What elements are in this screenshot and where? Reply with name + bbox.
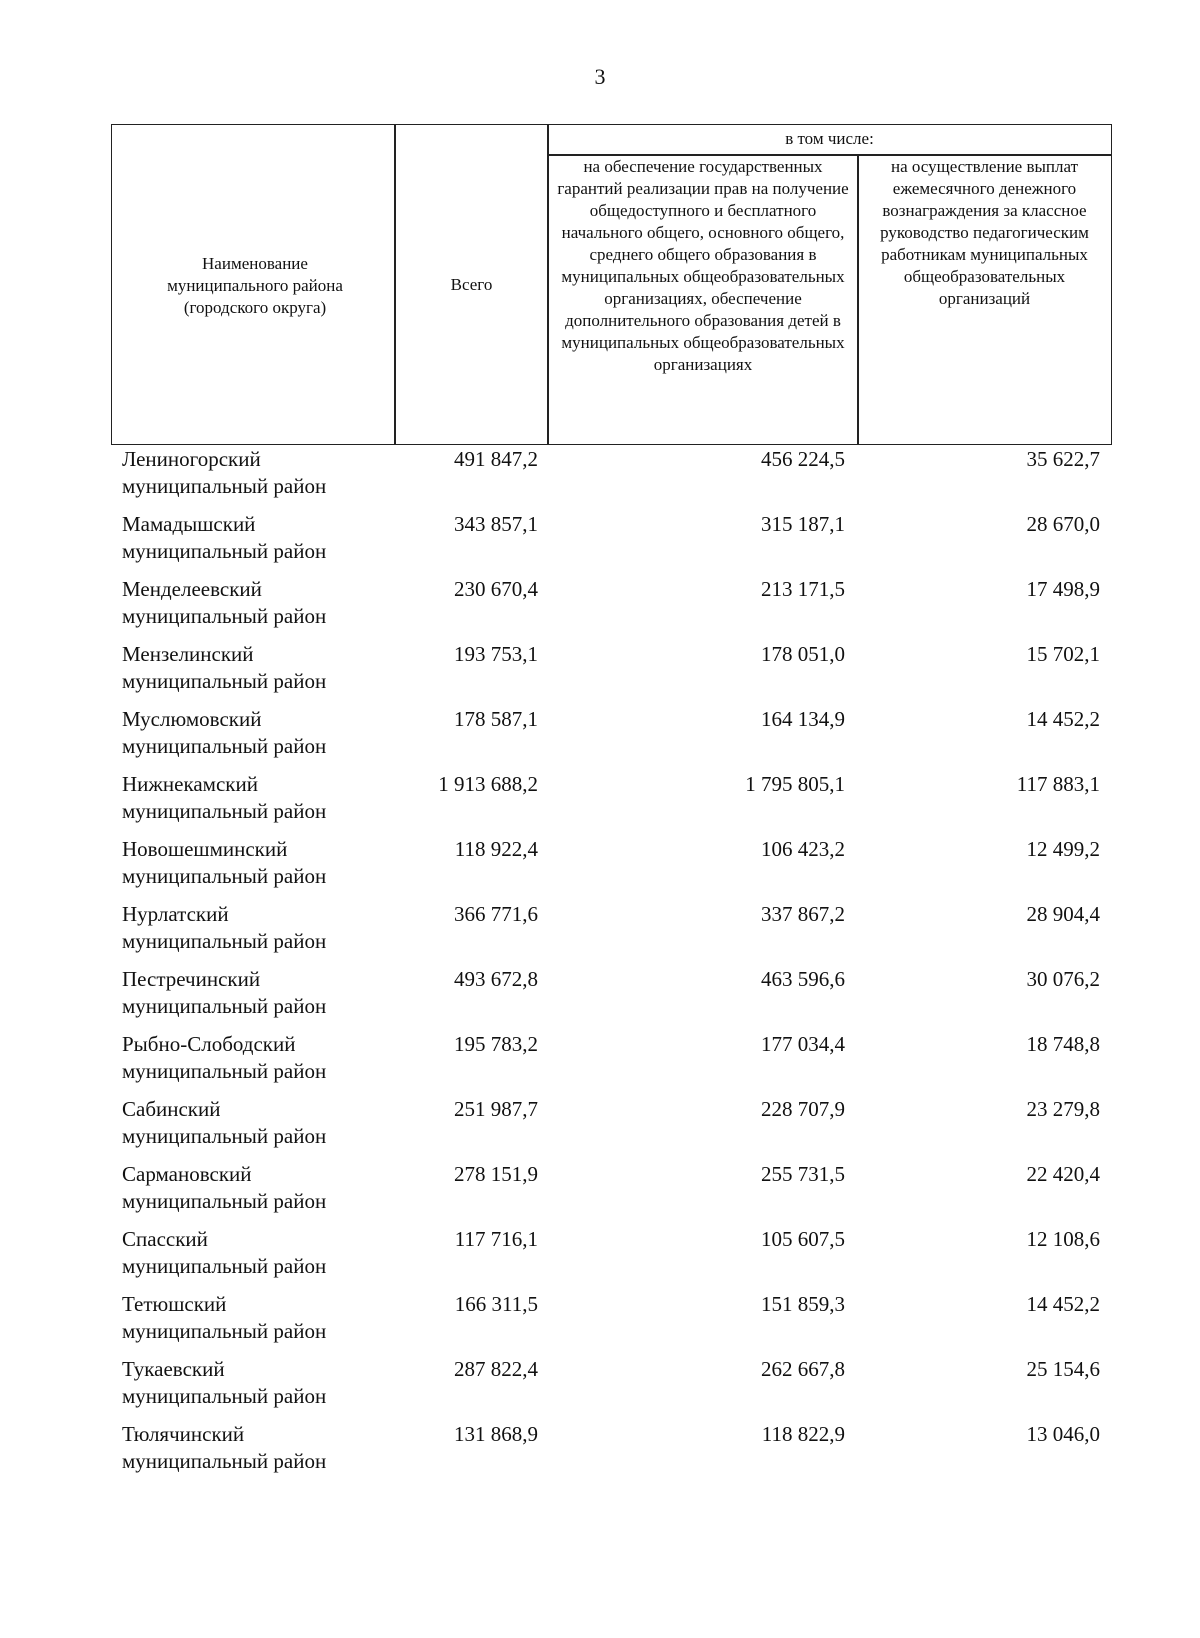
total-value: 251 987,7 bbox=[454, 1097, 538, 1121]
col-a-value: 151 859,3 bbox=[761, 1292, 845, 1316]
col-a-value: 105 607,5 bbox=[761, 1227, 845, 1251]
header-including-label: в том числе: bbox=[785, 129, 874, 148]
total-value: 195 783,2 bbox=[454, 1032, 538, 1056]
total-value: 493 672,8 bbox=[454, 967, 538, 991]
district-name: Нижнекамский муниципальный район bbox=[122, 772, 327, 823]
col-a-value: 213 171,5 bbox=[761, 577, 845, 601]
col-a-value: 262 667,8 bbox=[761, 1357, 845, 1381]
district-name: Тетюшский муниципальный район bbox=[122, 1292, 327, 1343]
col-a-value: 177 034,4 bbox=[761, 1032, 845, 1056]
district-name: Муслюмовский муниципальный район bbox=[122, 707, 327, 758]
col-b-value: 28 670,0 bbox=[1026, 512, 1100, 536]
col-a-value: 118 822,9 bbox=[761, 1422, 845, 1446]
col-a-value: 228 707,9 bbox=[761, 1097, 845, 1121]
header-name-label: Наименование муниципального района (городского округа) bbox=[167, 254, 343, 317]
col-b-value: 15 702,1 bbox=[1026, 642, 1100, 666]
district-name: Пестречинский муниципальный район bbox=[122, 967, 327, 1018]
col-b-value: 12 499,2 bbox=[1026, 837, 1100, 861]
header-col-a-label: на обеспечение государственных гарантий реализации прав на получение общедоступного и бесплатного начального общего, основного общего, среднего общего образования в муниципальных общеобразовательных организациях, обеспечение дополнительного образования детей в муниципальных общеобразовательных организациях bbox=[557, 157, 849, 374]
col-b-value: 17 498,9 bbox=[1026, 577, 1100, 601]
col-b-value: 14 452,2 bbox=[1026, 707, 1100, 731]
col-a-value: 255 731,5 bbox=[761, 1162, 845, 1186]
district-name: Мамадышский муниципальный район bbox=[122, 512, 327, 563]
col-b-value: 117 883,1 bbox=[1016, 772, 1100, 796]
col-a-value: 164 134,9 bbox=[761, 707, 845, 731]
col-a-value: 315 187,1 bbox=[761, 512, 845, 536]
header-total-label: Всего bbox=[450, 275, 493, 294]
total-value: 343 857,1 bbox=[454, 512, 538, 536]
total-value: 1 913 688,2 bbox=[438, 772, 538, 796]
total-value: 491 847,2 bbox=[454, 447, 538, 471]
total-value: 178 587,1 bbox=[454, 707, 538, 731]
col-a-value: 106 423,2 bbox=[761, 837, 845, 861]
district-name: Мензелинский муниципальный район bbox=[122, 642, 327, 693]
total-value: 278 151,9 bbox=[454, 1162, 538, 1186]
district-name: Сабинский муниципальный район bbox=[122, 1097, 327, 1148]
district-name: Тюлячинский муниципальный район bbox=[122, 1422, 327, 1473]
col-b-value: 22 420,4 bbox=[1026, 1162, 1100, 1186]
total-value: 193 753,1 bbox=[454, 642, 538, 666]
col-b-value: 35 622,7 bbox=[1026, 447, 1100, 471]
district-name: Нурлатский муниципальный район bbox=[122, 902, 327, 953]
col-b-value: 14 452,2 bbox=[1026, 1292, 1100, 1316]
district-name: Менделеевский муниципальный район bbox=[122, 577, 327, 628]
col-b-value: 12 108,6 bbox=[1026, 1227, 1100, 1251]
header-col-b-label: на осуществление выплат ежемесячного денежного вознаграждения за классное руководство педагогическим работникам муниципальных общеобразовательных организаций bbox=[880, 157, 1089, 308]
col-b-value: 30 076,2 bbox=[1026, 967, 1100, 991]
col-b-value: 23 279,8 bbox=[1026, 1097, 1100, 1121]
district-name: Сармановский муниципальный район bbox=[122, 1162, 327, 1213]
col-a-value: 337 867,2 bbox=[761, 902, 845, 926]
col-b-value: 18 748,8 bbox=[1026, 1032, 1100, 1056]
district-name: Новошешминский муниципальный район bbox=[122, 837, 327, 888]
district-name: Спасский муниципальный район bbox=[122, 1227, 327, 1278]
col-a-value: 178 051,0 bbox=[761, 642, 845, 666]
col-a-value: 456 224,5 bbox=[761, 447, 845, 471]
total-value: 230 670,4 bbox=[454, 577, 538, 601]
page-number: 3 bbox=[594, 64, 606, 89]
col-b-value: 28 904,4 bbox=[1026, 902, 1100, 926]
total-value: 118 922,4 bbox=[454, 837, 538, 861]
col-b-value: 13 046,0 bbox=[1026, 1422, 1100, 1446]
district-name: Тукаевский муниципальный район bbox=[122, 1357, 327, 1408]
total-value: 117 716,1 bbox=[454, 1227, 538, 1251]
col-a-value: 463 596,6 bbox=[761, 967, 845, 991]
total-value: 366 771,6 bbox=[454, 902, 538, 926]
col-b-value: 25 154,6 bbox=[1026, 1357, 1100, 1381]
total-value: 287 822,4 bbox=[454, 1357, 538, 1381]
col-a-value: 1 795 805,1 bbox=[745, 772, 845, 796]
district-name: Рыбно-Слободский муниципальный район bbox=[122, 1032, 327, 1083]
district-name: Лениногорский муниципальный район bbox=[122, 447, 327, 498]
total-value: 131 868,9 bbox=[454, 1422, 538, 1446]
total-value: 166 311,5 bbox=[454, 1292, 538, 1316]
